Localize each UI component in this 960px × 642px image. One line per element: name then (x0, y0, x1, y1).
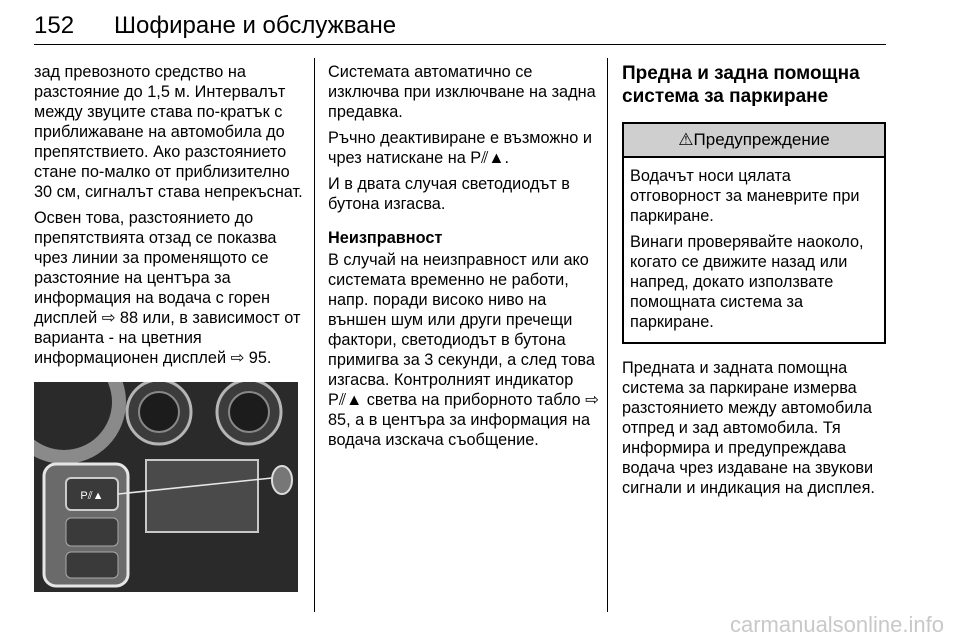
warning-title: ⚠Предупреждение (624, 124, 884, 158)
col2-paragraph-3: И в двата случая светодиодът в бутона изгасва. (328, 175, 570, 213)
col2-paragraph-2: Ръчно деактивиране е възможно и чрез натискане на P⫽▲. (328, 129, 592, 167)
section-heading-parking-assist: Предна и задна помощна система за паркиране (622, 63, 860, 107)
column-1 (34, 62, 308, 404)
col2-paragraph-4: В случай на неизправност или ако системата временно не работи, напр. поради високо ниво на външен шум или други пречещи фактори, светодиодът в бутона примигва за 3 секунди, а след това изгасва. Контролният индикатор P⫽▲ светва на приборното табло ⇨ 85, а в центъра за информация на водача изскача съобщение. (328, 251, 599, 449)
display-screen (146, 460, 258, 532)
svg-text:P⫽▲: P⫽▲ (80, 490, 104, 502)
page-number: 152 (34, 12, 75, 39)
header-divider (34, 44, 886, 45)
button-location-marker (272, 466, 292, 494)
col3-paragraph-1: Предната и задната помощна система за паркиране измерва разстоянието между автомобила отпред и зад автомобила. Тя информира и предупреждава водача чрез издаване на звукови сигнали и индикация на дисплея. (622, 359, 875, 497)
column-2 (328, 62, 602, 456)
warning-paragraph-1: Водачът носи цялата отговорност за маневрите при паркиране. (630, 167, 860, 225)
parking-button-illustration (34, 382, 298, 592)
col2-paragraph-1: Системата автоматично се изключва при изключване на задна предавка. (328, 63, 596, 121)
watermark-text: carmanualsonline.info (729, 612, 944, 637)
chapter-title: Шофиране и обслужване (114, 12, 397, 39)
column-3 (622, 62, 886, 504)
warning-body (624, 158, 884, 342)
column-divider-2 (607, 58, 608, 612)
col1-paragraph-1: зад превозното средство на разстояние до 1,5 м. Интервалът между звуците става по-кратък с приближаване на автомобила до препятствието. Ако разстоянието стане по-малко от приблизително 30 см, сигналът става непрекъснат. (34, 63, 303, 201)
warning-box (622, 122, 886, 344)
section-heading-fault: Неизправност (328, 229, 443, 247)
lock-button-icon (66, 518, 118, 546)
column-divider-1 (314, 58, 315, 612)
page-header (34, 12, 886, 52)
warning-paragraph-2: Винаги проверявайте наоколо, когато се движите назад или напред, докато използвате помощната система за паркиране. (630, 233, 864, 331)
col1-paragraph-2: Освен това, разстоянието до препятствията отзад се показва чрез линии за променящото се разстояние на центъра за информация на водача с горен дисплей ⇨ 88 или, в зависимост от варианта - на цветния информационен дисплей ⇨ 95. (34, 209, 301, 367)
dashboard-image (34, 382, 298, 592)
